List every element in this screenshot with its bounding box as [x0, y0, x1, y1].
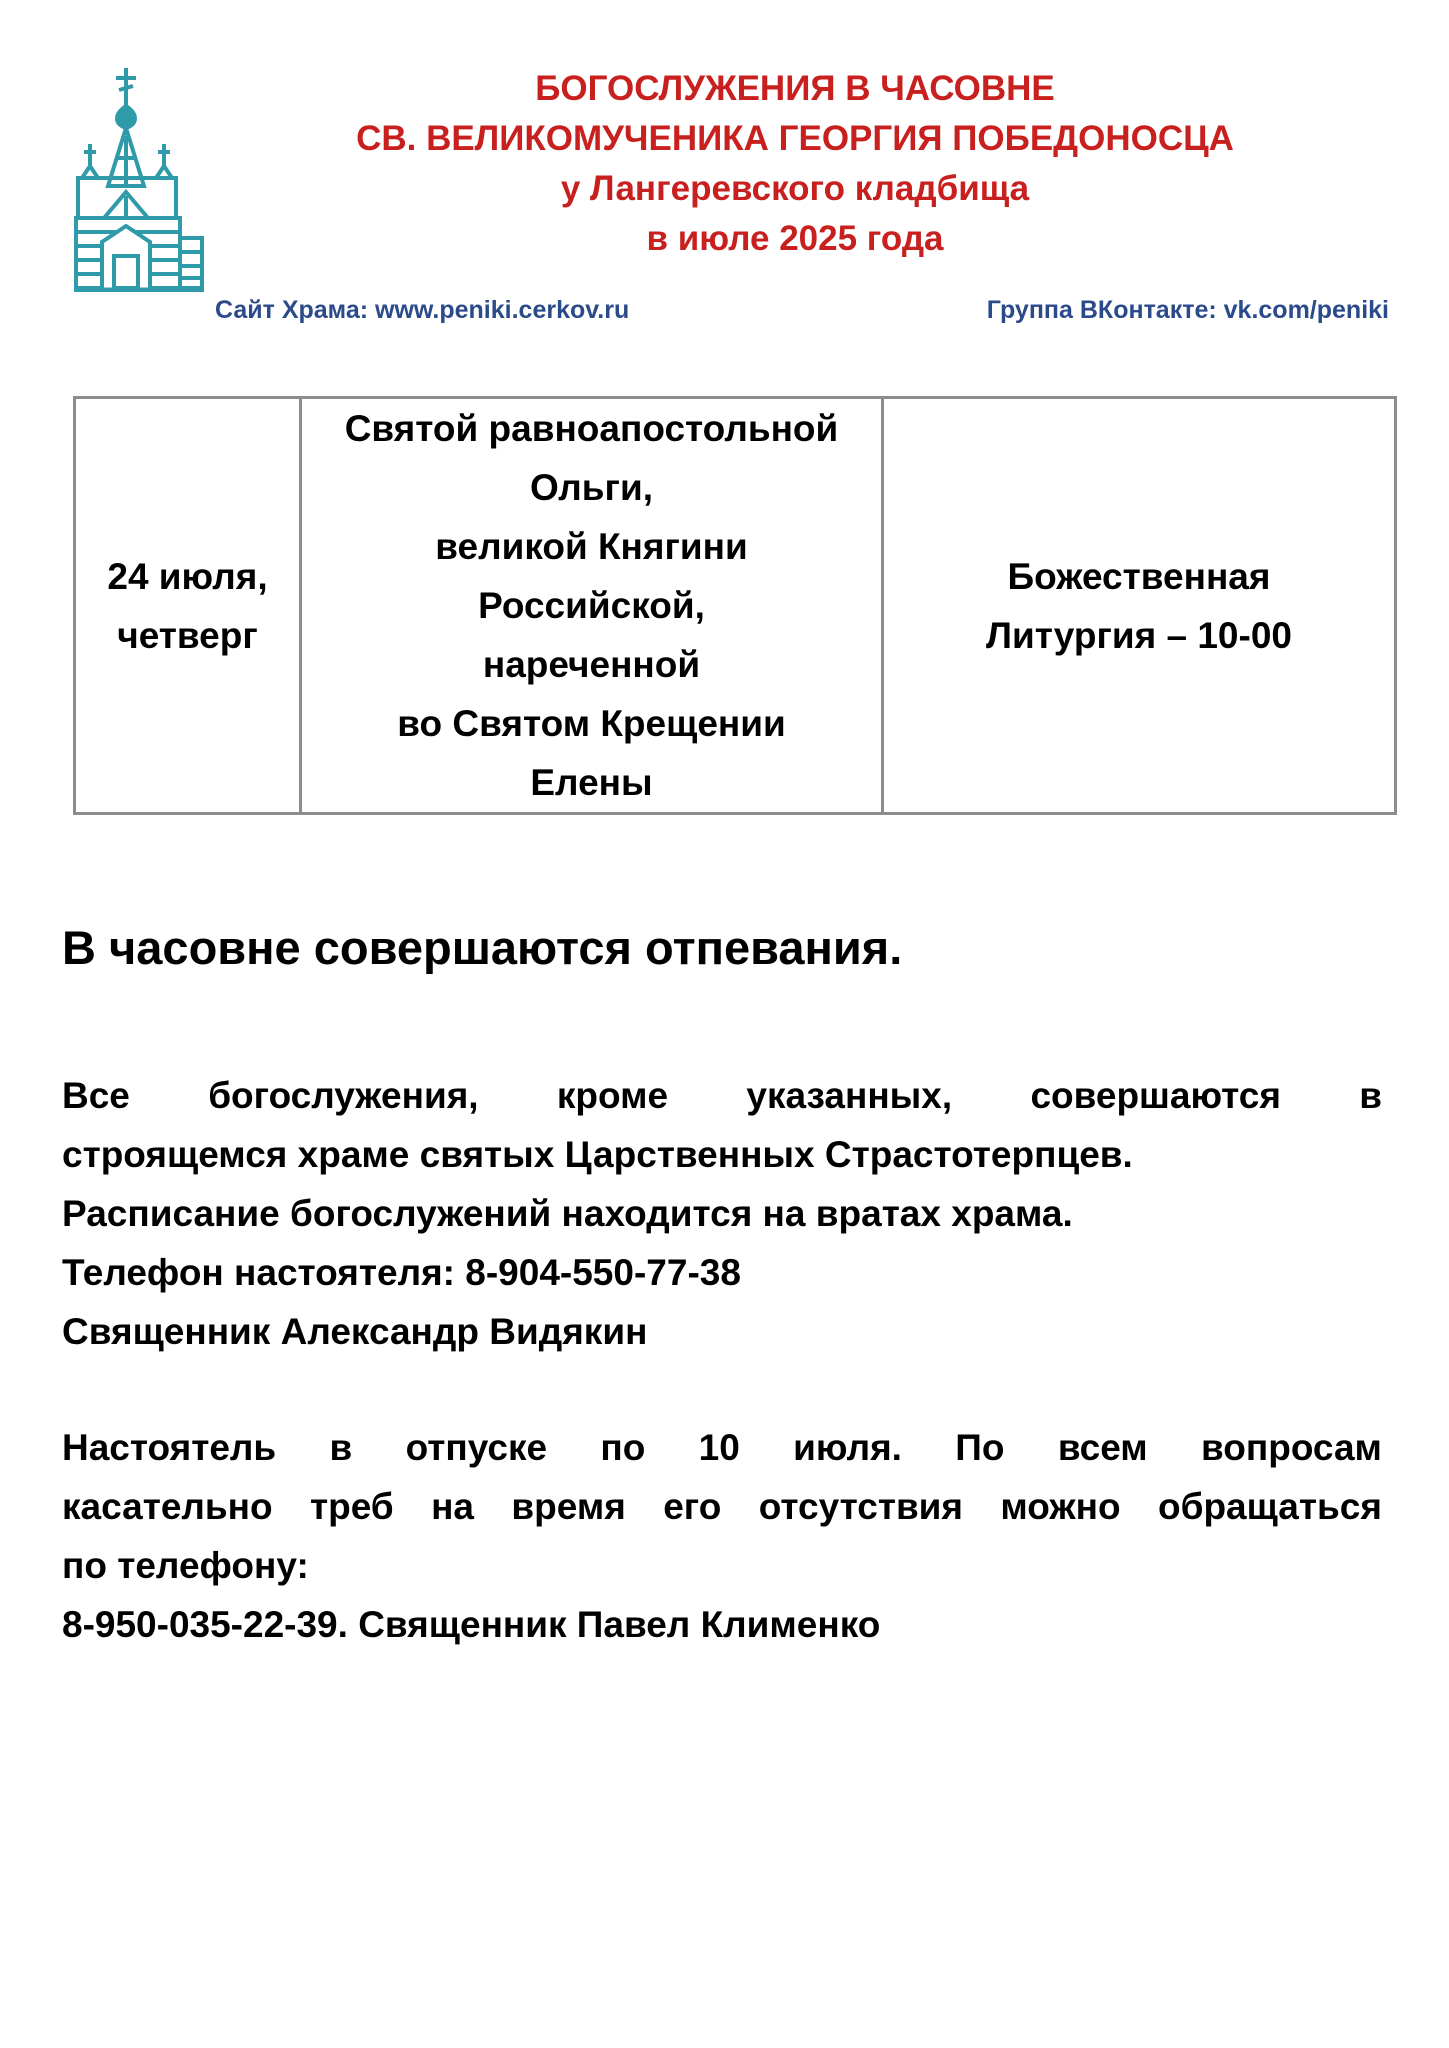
title-line-1: БОГОСЛУЖЕНИЯ В ЧАСОВНЕ [535, 69, 1055, 108]
vacation-line-2 [62, 1477, 1382, 1536]
vac-word: июля. [793, 1427, 902, 1468]
vac-word: по [600, 1427, 646, 1468]
vac-word: вопросам [1201, 1427, 1382, 1468]
vac-word: отпуске [405, 1427, 548, 1468]
site-link[interactable]: Сайт Храма: www.peniki.cerkov.ru [215, 296, 630, 324]
date-line-1: 24 июля, [107, 555, 268, 597]
vacation-paragraph [62, 1418, 1382, 1654]
vac-word: всем [1057, 1427, 1148, 1468]
info-word: указанных, [746, 1075, 953, 1116]
vac-word: его [663, 1486, 722, 1527]
feast-line: Российской, [478, 585, 705, 626]
info-word: богослужения, [208, 1075, 479, 1116]
title-line-4: в июле 2025 года [646, 219, 944, 258]
vacation-line-4: 8-950-035-22-39. Священник Павел Клименко [62, 1604, 881, 1645]
table-row [75, 398, 1396, 814]
feast-line: Ольги, [530, 467, 653, 508]
vac-word: на [431, 1486, 474, 1527]
info-line-2: строящемся храме святых Царственных Страстотерпцев. [62, 1134, 1133, 1175]
date-cell [75, 398, 301, 814]
vac-word: можно [1000, 1486, 1121, 1527]
vac-word: отсутствия [758, 1486, 964, 1527]
vac-word: в [329, 1427, 353, 1468]
title-line-2: СВ. ВЕЛИКОМУЧЕНИКА ГЕОРГИЯ ПОБЕДОНОСЦА [356, 119, 1234, 158]
date-line-2: четверг [117, 614, 258, 656]
vac-word: время [511, 1486, 626, 1527]
vac-word: касательно [62, 1486, 273, 1527]
info-line-1 [62, 1066, 1382, 1125]
info-word: Все [62, 1075, 130, 1116]
contact-links [0, 296, 1449, 332]
feast-line: Святой равноапостольной [344, 408, 839, 449]
funerals-heading: В часовне совершаются отпевания. [62, 921, 903, 974]
feast-cell [301, 398, 883, 814]
feast-line: нареченной [482, 644, 701, 685]
vac-word: 10 [698, 1427, 740, 1468]
vac-word: Настоятель [62, 1427, 277, 1468]
feast-line: во Святом Крещении [397, 703, 786, 744]
vac-word: треб [310, 1486, 394, 1527]
vk-link[interactable]: Группа ВКонтакте: vk.com/peniki [986, 296, 1389, 324]
info-word: кроме [556, 1075, 669, 1116]
schedule-table [73, 396, 1397, 815]
feast-line: Елены [530, 762, 653, 803]
vac-word: обращаться [1158, 1486, 1382, 1527]
info-line-4: Телефон настоятеля: 8-904-550-77-38 [62, 1252, 741, 1293]
service-line-2: Литургия – 10-00 [986, 614, 1292, 656]
chapel-logo-icon [74, 66, 204, 292]
info-paragraph [62, 1066, 1382, 1361]
feast-line: великой Княгини [435, 526, 748, 567]
service-cell [883, 398, 1396, 814]
info-line-5: Священник Александр Видякин [62, 1311, 648, 1352]
info-word: в [1359, 1075, 1382, 1116]
title-line-3: у Лангеревского кладбища [560, 169, 1030, 208]
info-word: совершаются [1030, 1075, 1281, 1116]
vac-word: По [955, 1427, 1005, 1468]
vacation-line-3: по телефону: [62, 1545, 309, 1586]
page-title [260, 64, 1330, 264]
service-line-1: Божественная [1007, 555, 1271, 597]
vacation-line-1 [62, 1418, 1382, 1477]
info-line-3: Расписание богослужений находится на вратах храма. [62, 1193, 1073, 1234]
